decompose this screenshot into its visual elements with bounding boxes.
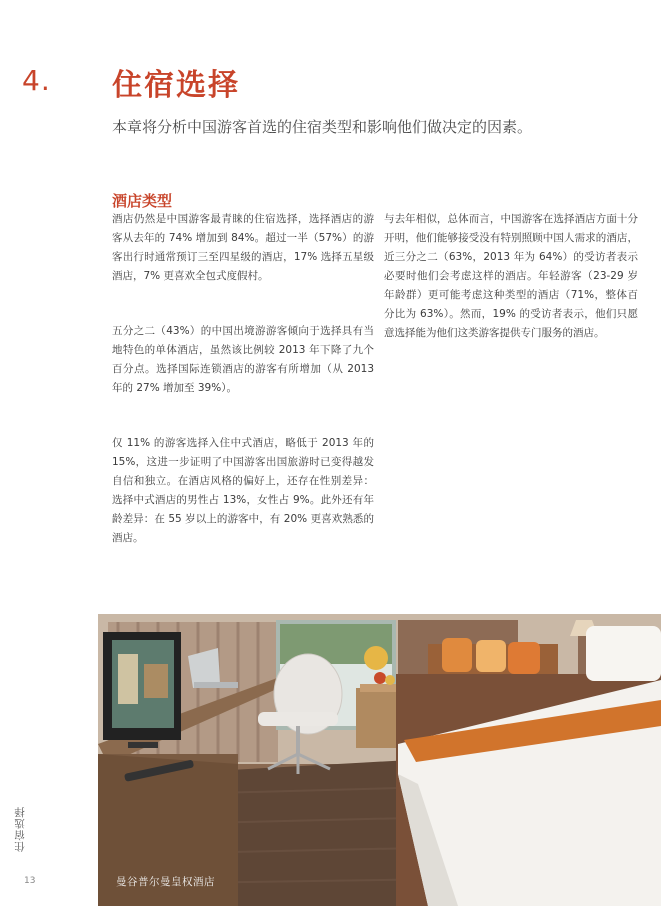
photo-caption: 曼谷普尔曼皇权酒店 [116, 876, 215, 888]
paragraph-hotel-share: 酒店仍然是中国游客最青睐的住宿选择，选择酒店的游客从去年的 74% 增加到 84%。超过一半（57%）的游客出行时通常预订三至四星级的酒店，17% 选择五星级酒店，7% 更喜欢全包式度假村。 [112, 213, 374, 282]
chapter-intro: 本章将分析中国游客首选的住宿类型和影响他们做决定的因素。 [112, 118, 533, 136]
sidebar-label-text: 住宿选择 [14, 806, 26, 852]
page-number: 13 [24, 876, 36, 886]
chapter-number: 4. [22, 64, 51, 97]
hotel-room-photo [98, 614, 661, 906]
chapter-title: 住宿选择 [112, 68, 240, 103]
paragraph-independent-hotels: 五分之二（43%）的中国出境游游客倾向于选择具有当地特色的单体酒店，虽然该比例较 2013 年下降了九个百分点。选择国际连锁酒店的游客有所增加（从 2013 年的 27% 增加至 39%）。 [112, 325, 374, 394]
paragraph-open-minded: 与去年相似，总体而言，中国游客在选择酒店方面十分开明，他们能够接受没有特别照顾中国人需求的酒店，近三分之二（63%，2013 年为 64%）的受访者表示必要时他们会考虑这样的酒店。年轻游客（23-29 岁年龄群）更可能考虑这种类型的酒店（71%，整体百分比为 63%）。然而，19% 的受访者表示，他们只愿意选择能为他们这类游客提供专门服务的酒店。 [384, 213, 638, 339]
section-heading: 酒店类型 [112, 192, 173, 210]
sidebar-chapter-label [12, 806, 32, 862]
paragraph-chinese-hotels: 仅 11% 的游客选择入住中式酒店，略低于 2013 年的 15%，这进一步证明了中国游客出国旅游时已变得越发自信和独立。在酒店风格的偏好上，还存在性别差异：选择中式酒店的男性占 13%，女性占 9%。此外还有年龄差异：在 55 岁以上的游客中，有 20% 更喜欢熟悉的酒店。 [112, 437, 374, 544]
